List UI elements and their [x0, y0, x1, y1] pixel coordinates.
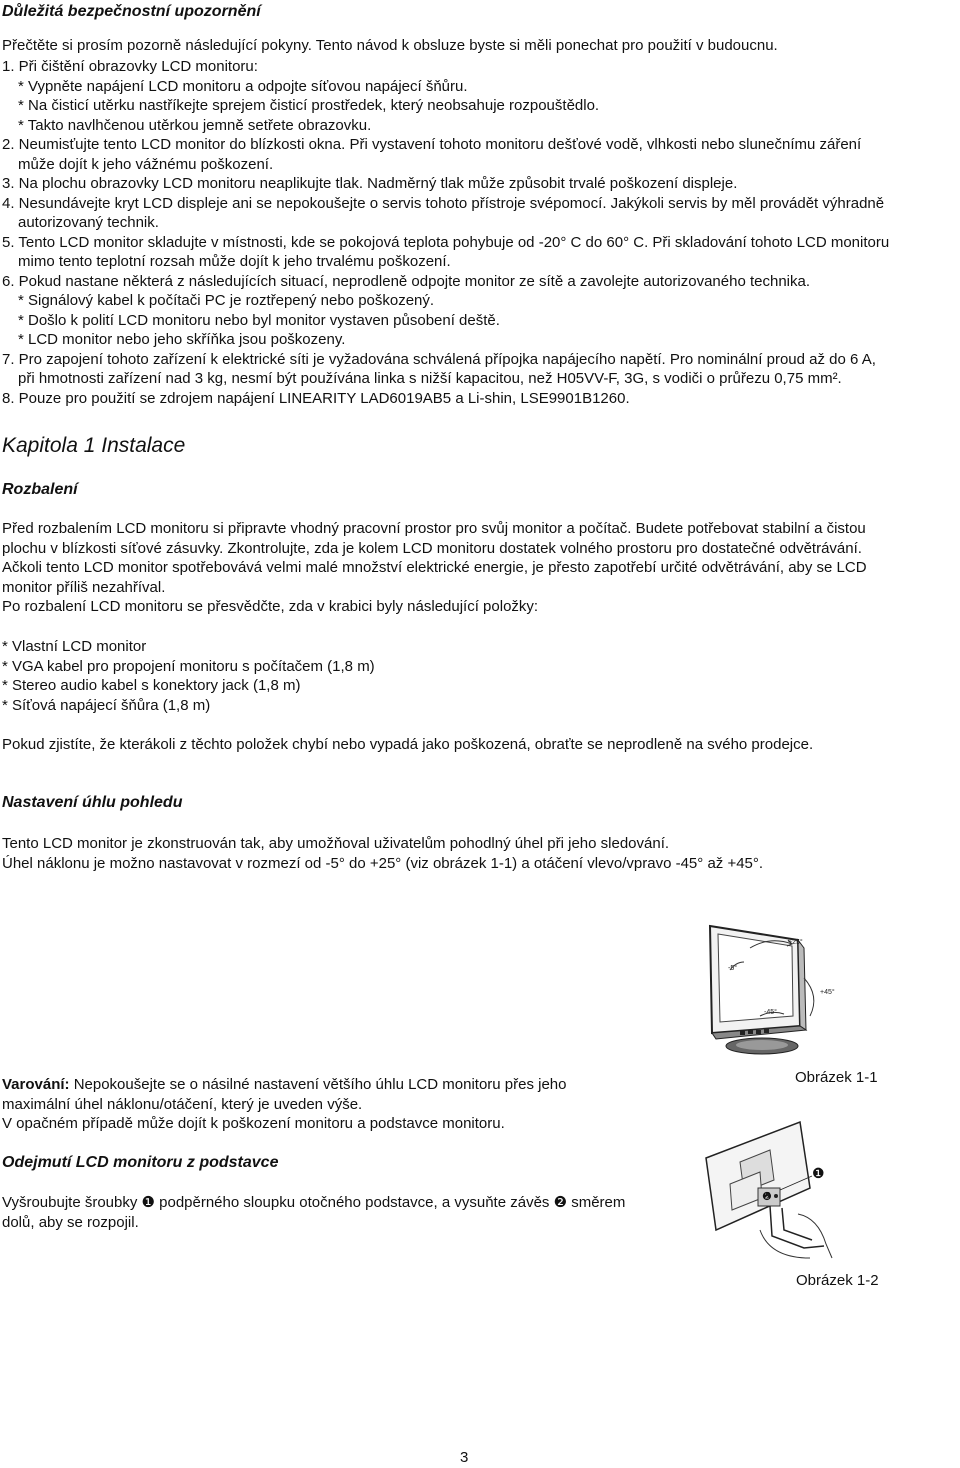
safety-line: 5. Tento LCD monitor skladujte v místnosti, kde se pokojová teplota pohybuje od -20° C do 60° C. Při skladování tohoto LCD monitoru [2, 233, 890, 251]
warning-block [2, 1075, 567, 1134]
removal-line: dolů, aby se rozpojil. [2, 1213, 139, 1231]
safety-line: 8. Pouze pro použití se zdrojem napájení LINEARITY LAD6019AB5 a Li-shin, LSE9901B1260. [2, 389, 630, 407]
list-item: * Síťová napájecí šňůra (1,8 m) [2, 696, 211, 714]
removal-text-part: podpěrného sloupku otočného podstavce, a vysuňte závěs [154, 1194, 554, 1211]
marker-2: ❷ [553, 1194, 568, 1211]
list-item: * Stereo audio kabel s konektory jack (1,8 m) [2, 677, 301, 694]
paragraph-line: Po rozbalení LCD monitoru se přesvědčte, zda v krabici byly následující položky: [2, 598, 539, 615]
fig2-marker-2: ❷ [762, 1191, 772, 1203]
safety-line: * Signálový kabel k počítači PC je roztřepený nebo poškozený. [18, 292, 435, 309]
safety-list [2, 57, 889, 408]
safety-line: 6. Pokud nastane některá z následujících situací, neprodleně odpojte monitor ze sítě a zavolejte autorizovaného technika. [2, 272, 811, 290]
safety-line: autorizovaný technik. [18, 214, 159, 231]
removal-text [2, 1193, 625, 1232]
monitor-tilt-illustration [700, 918, 840, 1063]
page-number: 3 [460, 1449, 469, 1466]
safety-line: 4. Nesundávejte kryt LCD displeje ani se nepokoušejte o servis tohoto přístroje svépomocí. Jakýkoli servis by měl provádět výhradně [2, 194, 885, 212]
unpacking-paragraph [2, 519, 867, 617]
removal-text-part: Vyšroubujte šroubky [2, 1194, 142, 1211]
stand-removal-illustration [700, 1118, 840, 1263]
safety-line: * Takto navlhčenou utěrkou jemně setřete obrazovku. [18, 116, 372, 134]
removal-heading: Odejmutí LCD monitoru z podstavce [2, 1154, 279, 1171]
unpacking-heading: Rozbalení [2, 481, 78, 498]
fig2-marker-1: ❶ [812, 1165, 825, 1181]
safety-line: mimo tento teplotní rozsah může dojít k jeho trvalému poškození. [18, 253, 451, 270]
angle-line: Tento LCD monitor je zkonstruován tak, aby umožňoval uživatelům pohodlný úhel při jeho sledování. [2, 835, 670, 852]
warning-text: Nepokoušejte se o násilné nastavení většího úhlu LCD monitoru přes jeho [69, 1076, 567, 1093]
warning-label: Varování: [2, 1076, 70, 1093]
warning-line: maximální úhel náklonu/otáčení, který je uveden výše. [2, 1095, 363, 1113]
figure-1-2 [700, 1118, 840, 1263]
paragraph-line: plochu v blízkosti síťové zásuvky. Zkontrolujte, zda je kolem LCD monitoru dostatek volného prostoru pro dostatečné odvětrávání. [2, 539, 862, 557]
figure-1-2-caption: Obrázek 1-2 [796, 1272, 879, 1289]
safety-line: při hmotnosti zařízení nad 3 kg, nesmí být používána linka s nižší kapacitou, než H05VV-F, 3G, s vodiči o průřezu 0,75 mm². [18, 370, 842, 387]
fig1-label: -5° [728, 965, 738, 972]
safety-line: 2. Neumisťujte tento LCD monitor do blízkosti okna. Při vystavení tohoto monitoru dešťové vodě, vlhkosti nebo slunečnímu záření [2, 136, 862, 153]
safety-line: 1. Při čištění obrazovky LCD monitoru: [2, 58, 258, 75]
angle-text [2, 834, 763, 873]
figure-1-1 [700, 918, 840, 1063]
safety-line: * Vypněte napájení LCD monitoru a odpojte síťovou napájecí šňůru. [18, 77, 468, 95]
chapter-title: Kapitola 1 Instalace [2, 434, 186, 457]
marker-1: ❶ [141, 1194, 155, 1211]
fig1-label: -45° [764, 1009, 777, 1016]
missing-items-note: Pokud zjistíte, že kterákoli z těchto položek chybí nebo vypadá jako poškozená, obraťte se neprodleně na svého prodejce. [2, 736, 814, 753]
paragraph-line: Ačkoli tento LCD monitor spotřebovává velmi malé množství elektrické energie, je přesto zapotřebí určité odvětrávání, aby se LCD [2, 559, 867, 576]
warning-line: V opačném případě může dojít k poškození monitoru a podstavce monitoru. [2, 1115, 505, 1132]
safety-line: může dojít k jeho vážnému poškození. [18, 155, 274, 173]
safety-line: 7. Pro zapojení tohoto zařízení k elektrické síti je vyžadována schválená přípojka napájecího napětí. Pro nominální proud až do 6 A, [2, 350, 876, 368]
angle-heading: Nastavení úhlu pohledu [2, 794, 183, 811]
package-items-list [2, 637, 375, 715]
safety-intro: Přečtěte si prosím pozorně následující pokyny. Tento návod k obsluze byste si měli ponechat pro použití v budoucnu. [2, 37, 778, 54]
safety-line: * Na čisticí utěrku nastříkejte sprejem čisticí prostředek, který neobsahuje rozpouštědlo. [18, 97, 600, 114]
paragraph-line: Před rozbalením LCD monitoru si připravte vhodný pracovní prostor pro svůj monitor a počítač. Budete potřebovat stabilní a čistou [2, 520, 866, 537]
list-item: * VGA kabel pro propojení monitoru s počítačem (1,8 m) [2, 657, 375, 675]
safety-title: Důležitá bezpečnostní upozornění [2, 3, 261, 20]
paragraph-line: monitor příliš nezahříval. [2, 578, 166, 596]
angle-line: Úhel náklonu je možno nastavovat v rozmezí od -5° do +25° (viz obrázek 1-1) a otáčení vlevo/vpravo -45° až +45°. [2, 854, 764, 872]
safety-line: * Došlo k polití LCD monitoru nebo byl monitor vystaven působení deště. [18, 311, 500, 329]
fig1-label: +45° [820, 989, 835, 996]
safety-line: 3. Na plochu obrazovky LCD monitoru neaplikujte tlak. Nadměrný tlak může způsobit trvalé poškození displeje. [2, 175, 738, 192]
fig1-label: +25° [788, 939, 803, 946]
list-item: * Vlastní LCD monitor [2, 638, 147, 655]
removal-text-part: směrem [567, 1194, 626, 1211]
safety-line: * LCD monitor nebo jeho skříňka jsou poškozeny. [18, 331, 346, 348]
figure-1-1-caption: Obrázek 1-1 [795, 1069, 878, 1086]
